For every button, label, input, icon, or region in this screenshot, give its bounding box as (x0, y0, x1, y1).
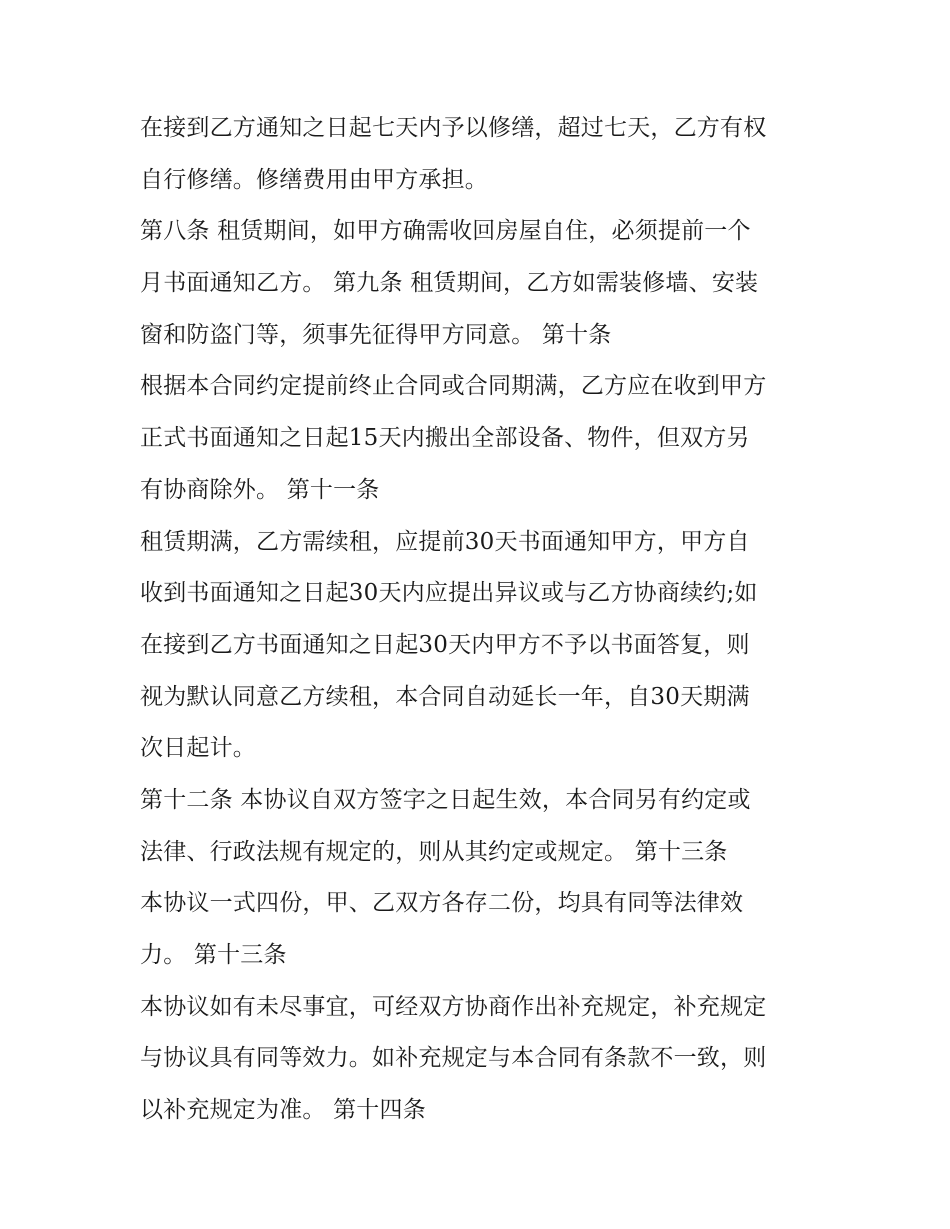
text-line: 本协议一式四份，甲、乙双方各存二份，均具有同等法律效 (140, 890, 744, 917)
text-line: 自行修缮。修缮费用由甲方承担。 (140, 166, 488, 193)
text-line: 租赁期满，乙方需续租，应提前30天书面通知甲方，甲方自 (140, 528, 750, 555)
text-line: 力。 第十三条 (140, 942, 287, 968)
text-line: 视为默认同意乙方续租，本合同自动延长一年，自30天期满 (140, 683, 750, 710)
text-line: 在接到乙方书面通知之日起30天内甲方不予以书面答复，则 (140, 631, 750, 658)
text-line: 正式书面通知之日起15天内搬出全部设备、物件，但双方另 (140, 425, 750, 452)
text-line: 法律、行政法规有规定的，则从其约定或规定。 第十三条 (140, 838, 728, 865)
text-line: 在接到乙方通知之日起七天内予以修缮，超过七天，乙方有权 (140, 115, 767, 141)
text-line: 本协议如有未尽事宜，可经双方协商作出补充规定，补充规定 (140, 993, 767, 1020)
text-line: 收到书面通知之日起30天内应提出异议或与乙方协商续约;如 (140, 580, 758, 607)
text-line: 窗和防盗门等，须事先征得甲方同意。 第十条 (140, 321, 612, 348)
text-line: 以补充规定为准。 第十四条 (140, 1097, 426, 1124)
text-line: 月书面通知乙方。 第九条 租赁期间，乙方如需装修墙、安装 (140, 270, 759, 297)
text-line: 次日起计。 (140, 735, 256, 762)
text-line: 与协议具有同等效力。如补充规定与本合同有条款不一致，则 (140, 1045, 767, 1072)
text-line: 第十二条 本协议自双方签字之日起生效，本合同另有约定或 (140, 786, 751, 813)
text-line: 有协商除外。 第十一条 (140, 476, 380, 503)
text-line: 第八条 租赁期间，如甲方确需收回房屋自住，必须提前一个 (140, 218, 751, 245)
document-body (140, 103, 820, 1137)
text-line: 根据本合同约定提前终止合同或合同期满，乙方应在收到甲方 (140, 373, 767, 400)
